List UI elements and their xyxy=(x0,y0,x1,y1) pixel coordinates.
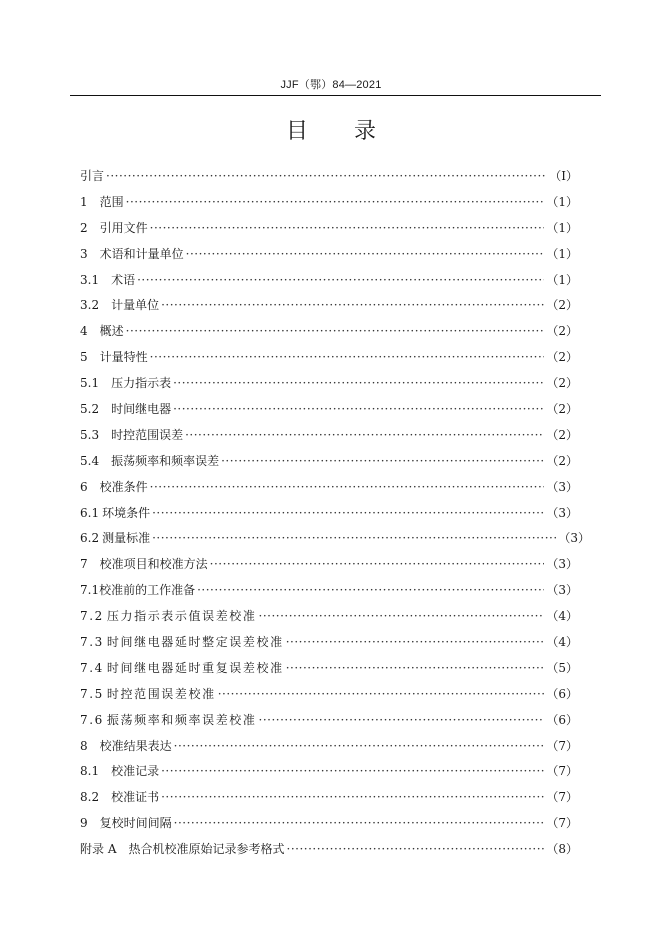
leader-dots xyxy=(137,273,544,287)
leader-dots xyxy=(287,842,545,856)
leader-dots xyxy=(286,635,545,649)
toc-number: 6.1 xyxy=(80,505,100,520)
toc-entry-5-3[interactable] xyxy=(80,426,578,452)
toc-entry-5-4[interactable] xyxy=(80,452,578,478)
toc-page: （2） xyxy=(546,453,578,468)
toc-page: （2） xyxy=(546,298,578,313)
toc-title: 术语 xyxy=(111,272,136,287)
toc-title: 校准前的工作准备 xyxy=(99,583,196,598)
toc-entry-6-2[interactable] xyxy=(80,529,590,555)
toc-title: 校准证书 xyxy=(111,790,160,805)
toc-entry-6-1[interactable] xyxy=(80,504,578,530)
leader-dots xyxy=(150,221,545,235)
leader-dots xyxy=(152,506,544,520)
toc-title: 校准条件 xyxy=(99,479,148,494)
toc-page: （3） xyxy=(546,479,578,494)
leader-dots xyxy=(186,247,545,261)
toc-number: 9 xyxy=(80,816,88,831)
toc-number: 8 xyxy=(80,738,88,753)
toc-number: 6.2 xyxy=(80,531,100,546)
leader-dots xyxy=(173,376,544,390)
toc-number: 7 xyxy=(80,557,88,572)
leader-dots xyxy=(185,428,544,442)
toc-title: 计量单位 xyxy=(111,298,160,313)
toc-title: 时控范围误差校准 xyxy=(106,686,216,701)
leader-dots xyxy=(259,713,545,727)
toc-page: （3） xyxy=(546,557,578,572)
toc-entry-1[interactable] xyxy=(80,193,578,219)
toc-title: 引言 xyxy=(80,169,105,183)
toc-entry-8-2[interactable] xyxy=(80,788,578,814)
toc-page: （7） xyxy=(546,790,578,805)
document-code: JJF（鄂）84—2021 xyxy=(280,79,382,91)
toc-number: 附录 A xyxy=(80,842,117,857)
toc-title: 范围 xyxy=(99,194,124,209)
toc-entry-7-5[interactable] xyxy=(80,685,578,711)
toc-number: 8.1 xyxy=(80,764,100,779)
toc-title: 环境条件 xyxy=(102,505,151,520)
toc-number: 7.2 xyxy=(80,609,104,624)
toc-page: （5） xyxy=(546,660,578,675)
toc-number: 8.2 xyxy=(80,790,100,805)
toc-page: （3） xyxy=(558,531,590,546)
toc-title: 压力指示表示值误差校准 xyxy=(106,609,257,624)
toc-title: 术语和计量单位 xyxy=(99,246,184,261)
toc-page: （1） xyxy=(546,194,578,209)
toc-number: 2 xyxy=(80,220,88,235)
toc-number: 6 xyxy=(80,479,88,494)
leader-dots xyxy=(174,739,545,753)
toc-number: 5.4 xyxy=(80,453,100,468)
toc-entry-appendix-a[interactable] xyxy=(80,840,578,866)
toc-number: 5.2 xyxy=(80,402,100,417)
leader-dots xyxy=(126,195,545,209)
toc-page: （2） xyxy=(546,350,578,365)
toc-page: （8） xyxy=(546,842,578,857)
toc-title: 振荡频率和频率误差校准 xyxy=(106,712,257,727)
leader-dots xyxy=(173,402,544,416)
toc-title: 时控范围误差 xyxy=(111,427,184,442)
toc-entry-8[interactable] xyxy=(80,737,578,763)
toc-page: （7） xyxy=(546,816,578,831)
leader-dots xyxy=(150,350,545,364)
toc-number: 1 xyxy=(80,194,88,209)
toc-entry-3[interactable] xyxy=(80,245,578,271)
toc-number: 3.2 xyxy=(80,298,100,313)
leader-dots xyxy=(286,661,545,675)
toc-entry-7-2[interactable] xyxy=(80,607,578,633)
leader-dots xyxy=(259,609,545,623)
toc-entry-5-1[interactable] xyxy=(80,374,578,400)
toc-number: 3 xyxy=(80,246,88,261)
toc-entry-7[interactable] xyxy=(80,555,578,581)
leader-dots xyxy=(221,454,544,468)
toc-title: 校准记录 xyxy=(111,764,160,779)
toc-page: （2） xyxy=(546,376,578,391)
leader-dots xyxy=(126,324,545,338)
toc-title: 概述 xyxy=(99,324,124,339)
toc-number: 7.3 xyxy=(80,635,104,650)
leader-dots xyxy=(161,764,544,778)
toc-entry-7-6[interactable] xyxy=(80,711,578,737)
toc-page: （Ⅰ） xyxy=(549,169,578,183)
toc-number: 5 xyxy=(80,350,88,365)
leader-dots xyxy=(197,583,544,597)
toc-title: 计量特性 xyxy=(99,350,148,365)
toc-page: （2） xyxy=(546,427,578,442)
toc-entry-2[interactable] xyxy=(80,219,578,245)
toc-page: （6） xyxy=(546,712,578,727)
toc-entry-4[interactable] xyxy=(80,322,578,348)
table-of-contents xyxy=(80,167,590,866)
leader-dots xyxy=(218,687,545,701)
toc-title: 校准项目和校准方法 xyxy=(99,557,208,572)
toc-number: 3.1 xyxy=(80,272,100,287)
toc-title: 引用文件 xyxy=(99,220,148,235)
leader-dots xyxy=(152,531,556,545)
toc-page: （1） xyxy=(546,220,578,235)
toc-title: 复校时间间隔 xyxy=(99,816,172,831)
toc-title: 时间继电器 xyxy=(111,402,172,417)
toc-page: （7） xyxy=(546,764,578,779)
toc-title: 时间继电器延时整定误差校准 xyxy=(106,635,284,650)
toc-entry-8-1[interactable] xyxy=(80,762,578,788)
leader-dots xyxy=(161,790,544,804)
toc-title: 校准结果表达 xyxy=(99,738,172,753)
leader-dots xyxy=(106,169,547,183)
toc-entry-6[interactable] xyxy=(80,478,578,504)
toc-entry-3-2[interactable] xyxy=(80,296,578,322)
header-rule xyxy=(70,95,601,96)
toc-number: 7.4 xyxy=(80,660,104,675)
toc-page: （3） xyxy=(546,505,578,520)
toc-title: 时间继电器延时重复误差校准 xyxy=(106,660,284,675)
leader-dots xyxy=(150,480,545,494)
toc-page: （1） xyxy=(546,272,578,287)
leader-dots xyxy=(174,816,545,830)
toc-title: 振荡频率和频率误差 xyxy=(111,453,220,468)
leader-dots xyxy=(161,298,544,312)
toc-page: （1） xyxy=(546,246,578,261)
toc-page: （4） xyxy=(546,609,578,624)
toc-title: 热合机校准原始记录参考格式 xyxy=(128,842,285,857)
toc-page: （3） xyxy=(546,583,578,598)
leader-dots xyxy=(210,557,545,571)
toc-number: 5.1 xyxy=(80,376,100,391)
toc-entry-9[interactable] xyxy=(80,814,578,840)
toc-page: （6） xyxy=(546,686,578,701)
toc-entry-5[interactable] xyxy=(80,348,578,374)
toc-page: （4） xyxy=(546,635,578,650)
toc-number: 4 xyxy=(80,324,88,339)
toc-entry-3-1[interactable] xyxy=(80,271,578,297)
toc-page: （2） xyxy=(546,324,578,339)
toc-number: 7.5 xyxy=(80,686,104,701)
toc-number: 7.6 xyxy=(80,712,104,727)
toc-number: 7.1 xyxy=(80,583,100,598)
toc-entry-7-4[interactable] xyxy=(80,659,578,685)
toc-entry-intro[interactable] xyxy=(80,167,578,193)
toc-page: （7） xyxy=(546,738,578,753)
toc-number: 5.3 xyxy=(80,427,100,442)
toc-page: （2） xyxy=(546,402,578,417)
page-title: 目录 xyxy=(285,119,422,144)
toc-title: 测量标准 xyxy=(102,531,151,546)
toc-entry-7-1[interactable] xyxy=(80,581,578,607)
toc-title: 压力指示表 xyxy=(111,376,172,391)
toc-entry-5-2[interactable] xyxy=(80,400,578,426)
toc-entry-7-3[interactable] xyxy=(80,633,578,659)
